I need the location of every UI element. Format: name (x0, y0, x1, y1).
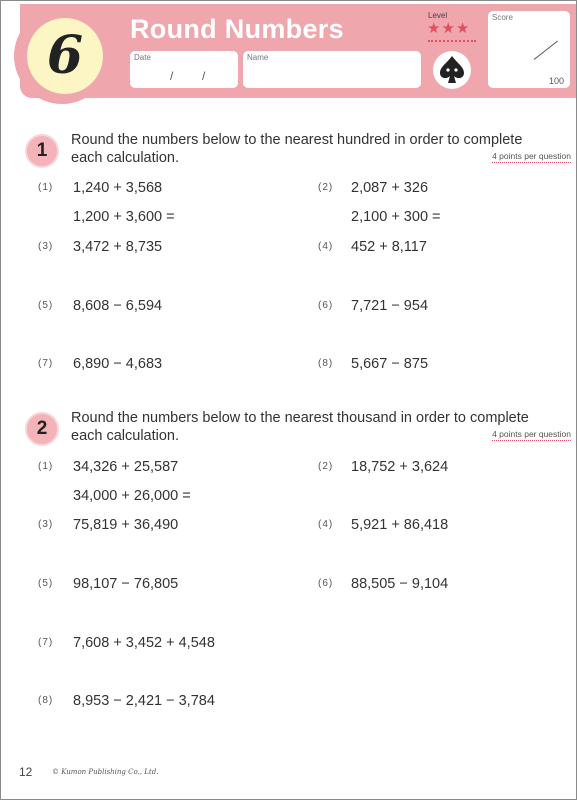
problem-number: (8) (38, 695, 54, 706)
problem-number: (6) (318, 300, 334, 311)
unit-badge (27, 18, 103, 94)
copyright: © Kumon Publishing Co., Ltd. (52, 768, 159, 776)
problem-number: (2) (318, 461, 334, 472)
name-field[interactable] (243, 51, 421, 88)
problem-number: (2) (318, 182, 334, 193)
section-1-points: 4 points per question (492, 151, 571, 161)
score-field[interactable] (488, 11, 570, 88)
problem-expression: 7,721 − 954 (351, 298, 429, 314)
section-1-instruction: Round the numbers below to the nearest hundred in order to complete each calculation. (71, 132, 523, 166)
problem-expression: 8,953 − 2,421 − 3,784 (73, 693, 215, 709)
section-2-badge: 2 (25, 412, 59, 446)
section-1-badge: 1 (25, 134, 59, 168)
problem-number: (1) (38, 461, 54, 472)
problem-expression: 452 + 8,117 (351, 239, 427, 255)
problem-expression: 5,667 − 875 (351, 356, 429, 372)
page-number: 12 (19, 765, 33, 779)
problem-number: (3) (38, 241, 54, 252)
worked-example: 2,100 + 300 = (351, 209, 441, 225)
date-field[interactable] (130, 51, 238, 88)
problem-expression: 7,608 + 3,452 + 4,548 (73, 635, 215, 651)
section-2-points: 4 points per question (492, 429, 571, 439)
problem-number: (1) (38, 182, 54, 193)
problem-number: (5) (38, 578, 54, 589)
problem-expression: 18,752 + 3,624 (351, 459, 449, 475)
score-label: Score (492, 13, 513, 22)
date-separator: / (202, 69, 206, 83)
problem-number: (7) (38, 358, 54, 369)
page-title: Round Numbers (130, 14, 344, 44)
problem-expression: 34,326 + 25,587 (73, 459, 179, 475)
problem-number: (5) (38, 300, 54, 311)
problem-number: (4) (318, 241, 334, 252)
problem-expression: 1,240 + 3,568 (73, 180, 163, 196)
problem-expression: 2,087 + 326 (351, 180, 429, 196)
problem-expression: 8,608 − 6,594 (73, 298, 163, 314)
level-stars-icon: ★★★ (427, 20, 471, 37)
problem-expression: 3,472 + 8,735 (73, 239, 163, 255)
problem-expression: 5,921 + 86,418 (351, 517, 449, 533)
problem-expression: 75,819 + 36,490 (73, 517, 179, 533)
problem-expression: 88,505 − 9,104 (351, 576, 449, 592)
level-label: Level (428, 11, 448, 20)
name-label: Name (247, 53, 269, 62)
level-underline (428, 40, 476, 42)
problem-number: (4) (318, 519, 334, 530)
problem-number: (6) (318, 578, 334, 589)
date-label: Date (134, 53, 151, 62)
spade-icon (432, 50, 472, 90)
problem-number: (8) (318, 358, 334, 369)
worked-example: 1,200 + 3,600 = (73, 209, 175, 225)
problem-expression: 98,107 − 76,805 (73, 576, 179, 592)
section-2-instruction: Round the numbers below to the nearest thousand in order to complete each calculation. (71, 410, 529, 444)
score-divider (534, 41, 558, 60)
problem-expression: 6,890 − 4,683 (73, 356, 163, 372)
problem-number: (3) (38, 519, 54, 530)
date-separator: / (170, 69, 174, 83)
unit-number: 6 (46, 25, 84, 86)
worked-example: 34,000 + 26,000 = (73, 488, 191, 504)
score-max: 100 (548, 76, 564, 86)
problem-number: (7) (38, 637, 54, 648)
